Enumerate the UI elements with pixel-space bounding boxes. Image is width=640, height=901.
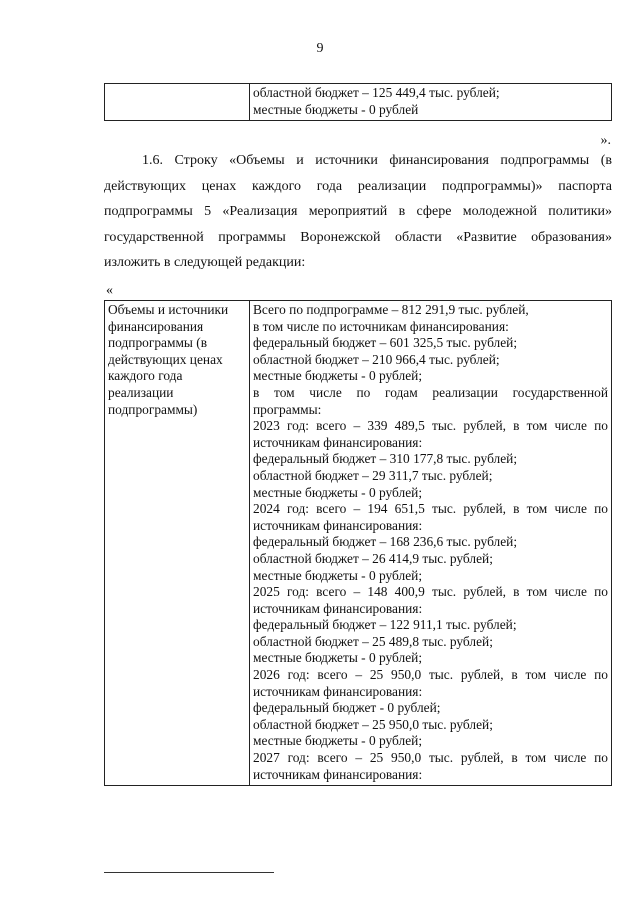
financing-content-cell	[250, 301, 612, 786]
closing-quote: ».	[600, 133, 611, 148]
financing-line: источникам финансирования:	[253, 683, 423, 699]
financing-line: источникам финансирования:	[253, 434, 423, 450]
financing-line: местные бюджеты - 0 рублей;	[253, 484, 423, 500]
budget-line: областной бюджет – 125 449,4 тыс. рублей;	[253, 85, 500, 100]
financing-label-cell	[105, 301, 250, 786]
financing-line: областной бюджет – 210 966,4 тыс. рублей;	[253, 351, 500, 367]
financing-line: федеральный бюджет – 310 177,8 тыс. рублей;	[253, 451, 518, 467]
label-line: финансирования	[108, 318, 204, 334]
financing-line: областной бюджет – 26 414,9 тыс. рублей;	[253, 550, 493, 566]
financing-line: федеральный бюджет – 601 325,5 тыс. рублей;	[253, 335, 518, 351]
label-line: реализации	[108, 384, 174, 400]
financing-line: местные бюджеты - 0 рублей;	[253, 368, 423, 384]
financing-line: федеральный бюджет – 168 236,6 тыс. рублей;	[253, 534, 518, 550]
financing-line: местные бюджеты - 0 рублей;	[253, 650, 423, 666]
footnote-rule	[104, 872, 274, 873]
financing-line: федеральный бюджет - 0 рублей;	[253, 700, 441, 716]
financing-line: в том числе по источникам финансирования:	[253, 318, 509, 334]
financing-line: программы:	[253, 401, 322, 417]
paragraph-line: государственной программы Воронежской области «Развитие образования»	[104, 229, 612, 245]
financing-line: источникам финансирования:	[253, 600, 423, 616]
paragraph-line: подпрограммы 5 «Реализация мероприятий в сфере молодежной политики»	[104, 204, 612, 219]
budget-cell	[250, 84, 612, 121]
financing-line: 2024 год: всего – 194 651,5 тыс. рублей, в том числе по	[253, 501, 608, 517]
financing-line: источникам финансирования:	[253, 517, 423, 533]
table-row	[105, 301, 612, 786]
continued-table	[104, 83, 612, 121]
amendment-paragraph	[104, 148, 612, 276]
label-line: действующих ценах	[108, 351, 223, 367]
financing-line: Всего по подпрограмме – 812 291,9 тыс. рублей,	[253, 302, 529, 317]
paragraph-line: действующих ценах каждого года реализации подпрограммы)» паспорта	[104, 178, 612, 194]
financing-line: областной бюджет – 29 311,7 тыс. рублей;	[253, 467, 493, 483]
label-line: подпрограммы)	[108, 401, 198, 417]
financing-line: местные бюджеты - 0 рублей;	[253, 567, 423, 583]
label-line: подпрограммы (в	[108, 335, 208, 351]
financing-line: местные бюджеты - 0 рублей;	[253, 733, 423, 749]
financing-line: 2026 год: всего – 25 950,0 тыс. рублей, в том числе по	[253, 667, 608, 683]
financing-line: 2025 год: всего – 148 400,9 тыс. рублей, в том числе по	[253, 584, 608, 600]
financing-line: источникам финансирования:	[253, 766, 423, 782]
page-number: 9	[316, 41, 324, 56]
table-row	[105, 84, 612, 121]
opening-quote: «	[106, 283, 113, 298]
financing-table	[104, 300, 612, 786]
financing-line: в том числе по годам реализации государственной	[253, 384, 608, 400]
financing-line: 2023 год: всего – 339 489,5 тыс. рублей, в том числе по	[253, 418, 608, 434]
empty-label-cell	[105, 84, 250, 121]
budget-line: местные бюджеты - 0 рублей	[253, 101, 419, 117]
financing-line: областной бюджет – 25 950,0 тыс. рублей;	[253, 716, 493, 732]
financing-line: областной бюджет – 25 489,8 тыс. рублей;	[253, 633, 493, 649]
paragraph-line: 1.6. Строку «Объемы и источники финансирования подпрограммы (в	[142, 153, 612, 168]
label-line: каждого года	[108, 368, 183, 384]
financing-line: 2027 год: всего – 25 950,0 тыс. рублей, в том числе по	[253, 750, 608, 766]
label-line: Объемы и источники	[108, 302, 229, 317]
paragraph-line: изложить в следующей редакции:	[104, 255, 306, 270]
financing-line: федеральный бюджет – 122 911,1 тыс. рублей;	[253, 617, 517, 633]
